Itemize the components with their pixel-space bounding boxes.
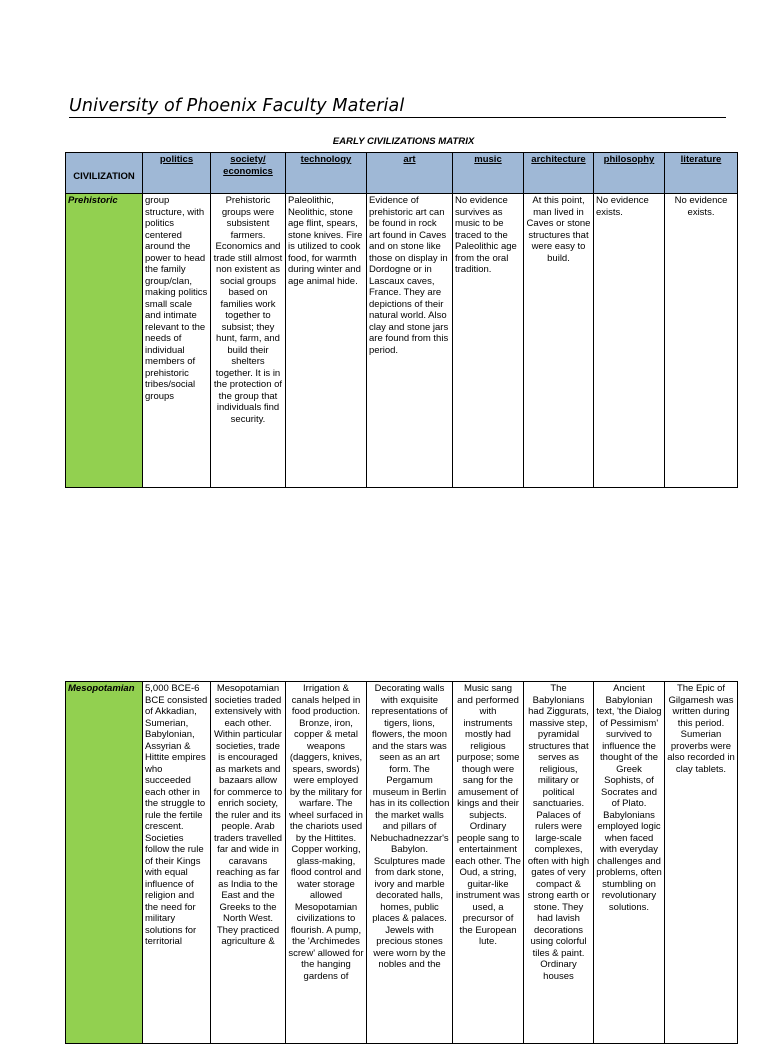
column-header-literature: literature xyxy=(665,153,738,194)
table-row-mesopotamian xyxy=(66,682,738,1044)
philosophy-cell: No evidence exists. xyxy=(594,194,665,488)
civilization-cell: Prehistoric xyxy=(66,194,143,488)
matrix-title: EARLY CIVILIZATIONS MATRIX xyxy=(332,136,475,147)
music-cell: Music sang and performed with instruments mostly had religious purpose; some though were sang for the amusement of kings and their subjects. Ordinary people sang to entertainment each other. The Oud, a string, guitar-like instrument was used, a precursor of the European lute. xyxy=(453,682,524,1044)
header-row xyxy=(66,153,738,194)
music-cell: No evidence survives as music to be traced to the Paleolithic age from the oral tradition. xyxy=(453,194,524,488)
society-cell: Prehistoric groups were subsistent farmers. Economics and trade still almost non existent as social groups based on families work together to subsist; they hunt, farm, and build their shelters together. It is in the protection of the group that individuals find security. xyxy=(211,194,286,488)
literature-cell: No evidence exists. xyxy=(665,194,738,488)
column-header-architecture: architecture xyxy=(524,153,594,194)
civilizations-matrix-table-continued xyxy=(65,681,738,1044)
column-header-technology: technology xyxy=(286,153,367,194)
literature-cell: The Epic of Gilgamesh was written during this period. Sumerian proverbs were also recorded in clay tablets. xyxy=(665,682,738,1044)
column-header-music: music xyxy=(453,153,524,194)
society-cell: Mesopotamian societies traded extensively with each other. Within particular societies, trade is encouraged as markets and bazaars allow for commerce to enrich society, the ruler and its people. Arab traders travelled far and wide in caravans reaching as far as India to the East and the Greeks to the North West. They practiced agriculture & xyxy=(211,682,286,1044)
column-header-politics: politics xyxy=(143,153,211,194)
civilizations-matrix-table xyxy=(65,152,738,488)
document-title: University of Phoenix Faculty Material xyxy=(69,96,405,116)
technology-cell: Irrigation & canals helped in food production. Bronze, iron, copper & metal weapons (daggers, knives, spears, swords) were employed by the military for warfare. The wheel surfaced in the chariots used by the Hittites. Copper working, glass-making, flood control and water storage allowed Mesopotamian civilizations to flourish. A pump, the 'Archimedes screw' allowed for the hanging gardens of xyxy=(286,682,367,1044)
art-cell: Evidence of prehistoric art can be found in rock art found in Caves and on stone like those on display in Dordogne or in Lascaux caves, France. They are depictions of their natural world. Also clay and stone jars are found from this period. xyxy=(367,194,453,488)
art-cell: Decorating walls with exquisite representations of tigers, lions, flowers, the moon and the stars was seen as an art form. The Pergamum museum in Berlin has in its collection the market walls and pillars of Nebuchadnezzar's Babylon. Sculptures made from dark stone, ivory and marble decorated halls, homes, public places & palaces. Jewels with precious stones were worn by the nobles and the xyxy=(367,682,453,1044)
column-header-art: art xyxy=(367,153,453,194)
column-header-civilization: CIVILIZATION xyxy=(66,153,143,194)
architecture-cell: The Babylonians had Ziggurats, massive step, pyramidal structures that serves as religious, military or political sanctuaries. Palaces of rulers were large-scale complexes, often with high gates of very compact & strong earth or stone. They had lavish decorations using colorful tiles & paint. Ordinary houses xyxy=(524,682,594,1044)
architecture-cell: At this point, man lived in Caves or stone structures that were easy to build. xyxy=(524,194,594,488)
politics-cell: group structure, with politics centered around the power to head the family group/clan, making politics small scale and intimate relevant to the needs of individual members of prehistoric tribes/social groups xyxy=(143,194,211,488)
civilization-cell: Mesopotamian xyxy=(66,682,143,1044)
document-header xyxy=(69,96,726,118)
technology-cell: Paleolithic, Neolithic, stone age flint, spears, stone knives. Fire is utilized to cook food, for warmth during winter and age animal hide. xyxy=(286,194,367,488)
column-header-society-economics: society/ economics xyxy=(211,153,286,194)
philosophy-cell: Ancient Babylonian text, 'the Dialog of Pessimism' survived to influence the thought of the Greek Sophists, of Socrates and of Plato. Babylonians employed logic when faced with everyday challenges and problems, often stumbling on revolutionary solutions. xyxy=(594,682,665,1044)
column-header-philosophy: philosophy xyxy=(594,153,665,194)
politics-cell: 5,000 BCE-6 BCE consisted of Akkadian, Sumerian, Babylonian, Assyrian & Hittite empires who succeeded each other in the struggle to rule the fertile crescent. Societies follow the rule of their Kings with equal influence of religion and the need for military solutions for territorial xyxy=(143,682,211,1044)
table-row-prehistoric xyxy=(66,194,738,488)
